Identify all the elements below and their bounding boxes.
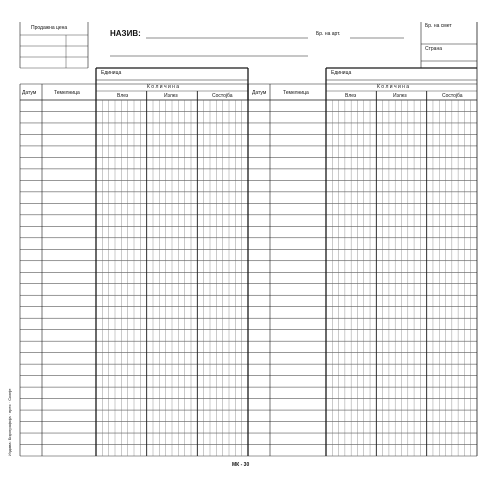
left-date-label: Датум [22, 90, 37, 96]
article-no-label: Бр. на арт. [316, 31, 341, 37]
right-basis-label: Темелница [283, 90, 309, 96]
right-unit-label: Единица [331, 70, 352, 76]
name-label: НАЗИВ: [110, 29, 141, 38]
right-in-label: Влез [345, 93, 357, 99]
left-quantity-label: К о л и ч и н а [147, 84, 180, 90]
page-label: Страна [425, 46, 443, 52]
sale-price-label: Продажна цена [31, 25, 68, 31]
right-out-label: Излез [393, 93, 407, 99]
left-out-label: Излез [164, 93, 178, 99]
form-code: МК - 30 [232, 462, 250, 468]
right-quantity-label: К о л и ч и н а [377, 84, 410, 90]
right-date-label: Датум [252, 90, 267, 96]
left-unit-label: Единица [101, 70, 122, 76]
left-in-label: Влез [117, 93, 129, 99]
left-basis-label: Темелница [54, 90, 80, 96]
account-no-label: Бр. на смет [425, 23, 452, 29]
publisher-note: Издава: Бирографија · прес · Скопје [7, 388, 12, 456]
left-balance-label: Состојба [212, 93, 233, 99]
right-balance-label: Состојба [442, 93, 463, 99]
